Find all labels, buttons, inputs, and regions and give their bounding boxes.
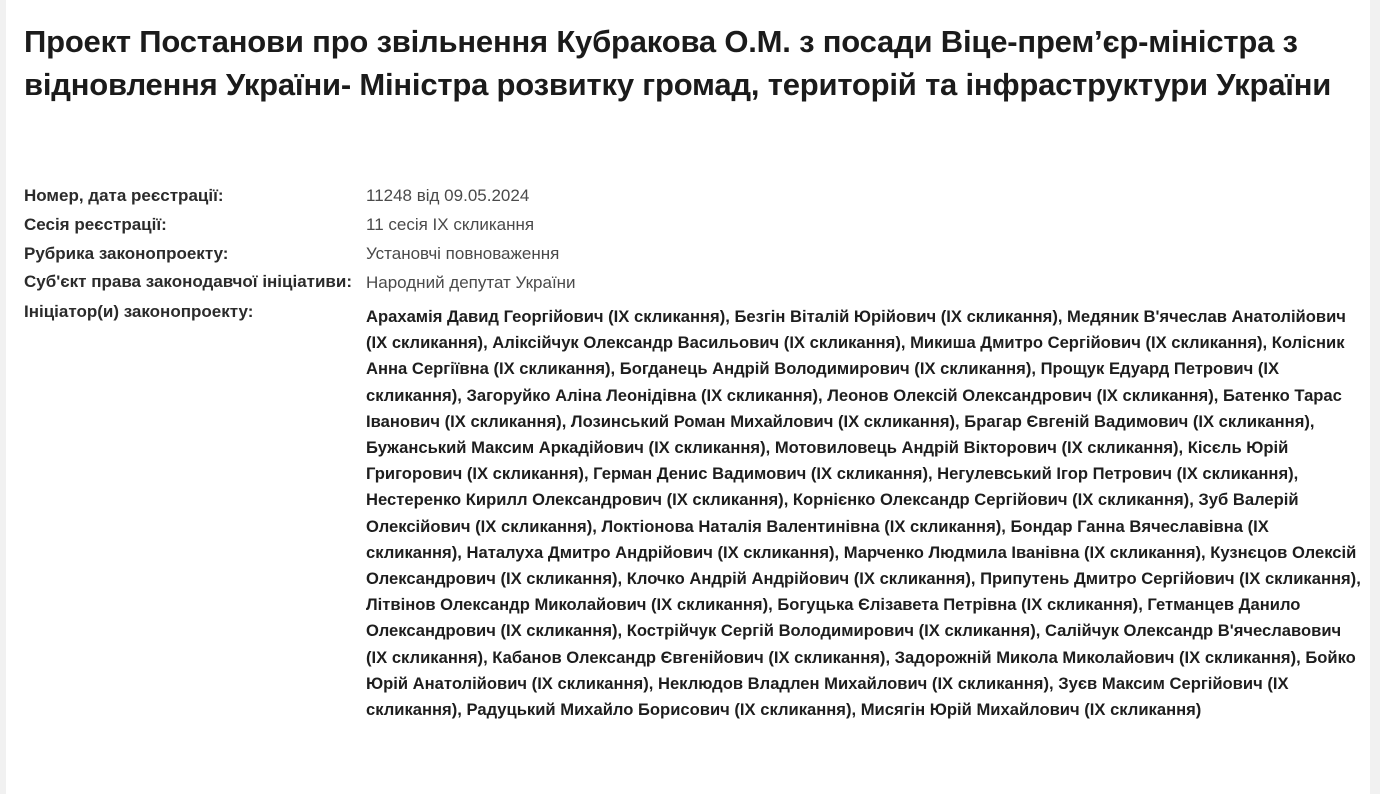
bill-card xyxy=(6,0,1370,794)
registration-label: Номер, дата реєстрації: xyxy=(24,186,224,205)
initiators-label: Ініціатор(и) законопроекту: xyxy=(24,302,254,321)
session-label: Сесія реєстрації: xyxy=(24,215,167,234)
initiators-value: Арахамія Давид Георгійович (IX скликання), Безгін Віталій Юрійович (IX скликання), Медяник В'ячеслав Анатолійович (IX скликання), Аліксійчук Олександр Васильович (IX скликання), Микиша Дмитро Сергійович (IX скликання), Колісник Анна Сергіївна (IX скликання), Богданець Андрій Володимирович (IX скликання), Прощук Едуард Петрович (IX скликання), Загоруйко Аліна Леонідівна (IX скликання), Леонов Олексій Олександрович (IX скликання), Батенко Тарас Іванович (IX скликання), Лозинський Роман Михайлович (IX скликання), Брагар Євгеній Вадимович (IX скликання), Бужанський Максим Аркадійович (IX скликання), Мотовиловець Андрій Вікторович (IX скликання), Кісєль Юрій Григорович (IX скликання), Герман Денис Вадимович (IX скликання), Негулевський Ігор Петрович (IX скликання), Нестеренко Кирилл Олександрович (IX скликання), Корнієнко Олександр Сергійович (IX скликання), Зуб Валерій Олексійович (IX скликання), Локтіонова Наталія Валентинівна (IX скликання), Бондар Ганна Вячеславівна (IX скликання), Наталуха Дмитро Андрійович (IX скликання), Марченко Людмила Іванівна (IX скликання), Кузнєцов Олексій Олександрович (IX скликання), Клочко Андрій Андрійович (IX скликання), Припутень Дмитро Сергійович (IX скликання), Літвінов Олександр Миколайович (IX скликання), Богуцька Єлізавета Петрівна (IX скликання), Гетманцев Данило Олександрович (IX скликання), Кострійчук Сергій Володимирович (IX скликання), Салійчук Олександр В'ячеславович (IX скликання), Кабанов Олександр Євгенійович (IX скликання), Задорожній Микола Миколайович (IX скликання), Бойко Юрій Анатолійович (IX скликання), Неклюдов Владлен Михайлович (IX скликання), Зуєв Максим Сергійович (IX скликання), Радуцький Михайло Борисович (IX скликання), Мисягін Юрій Михайлович (IX скликання) xyxy=(366,307,1361,720)
rubric-value: Установчі повноваження xyxy=(366,244,560,263)
subject-row xyxy=(24,273,1366,295)
rubric-label: Рубрика законопроекту: xyxy=(24,244,229,263)
registration-value: 11248 від 09.05.2024 xyxy=(366,186,530,205)
rubric-row xyxy=(24,244,1366,266)
subject-label: Суб'єкт права законодавчої ініціативи: xyxy=(24,272,352,291)
registration-row xyxy=(24,186,1366,208)
page-title: Проект Постанови про звільнення Кубракова О.М. з посади Віце-прем’єр-міністра з відновлення України- Міністра розвитку громад, територій та інфраструктури України xyxy=(24,24,1332,102)
session-row xyxy=(24,215,1366,237)
initiators-row xyxy=(24,302,1366,723)
session-value: 11 сесія IX скликання xyxy=(366,215,535,234)
subject-value: Народний депутат України xyxy=(366,273,576,292)
bill-metadata xyxy=(24,186,1366,730)
